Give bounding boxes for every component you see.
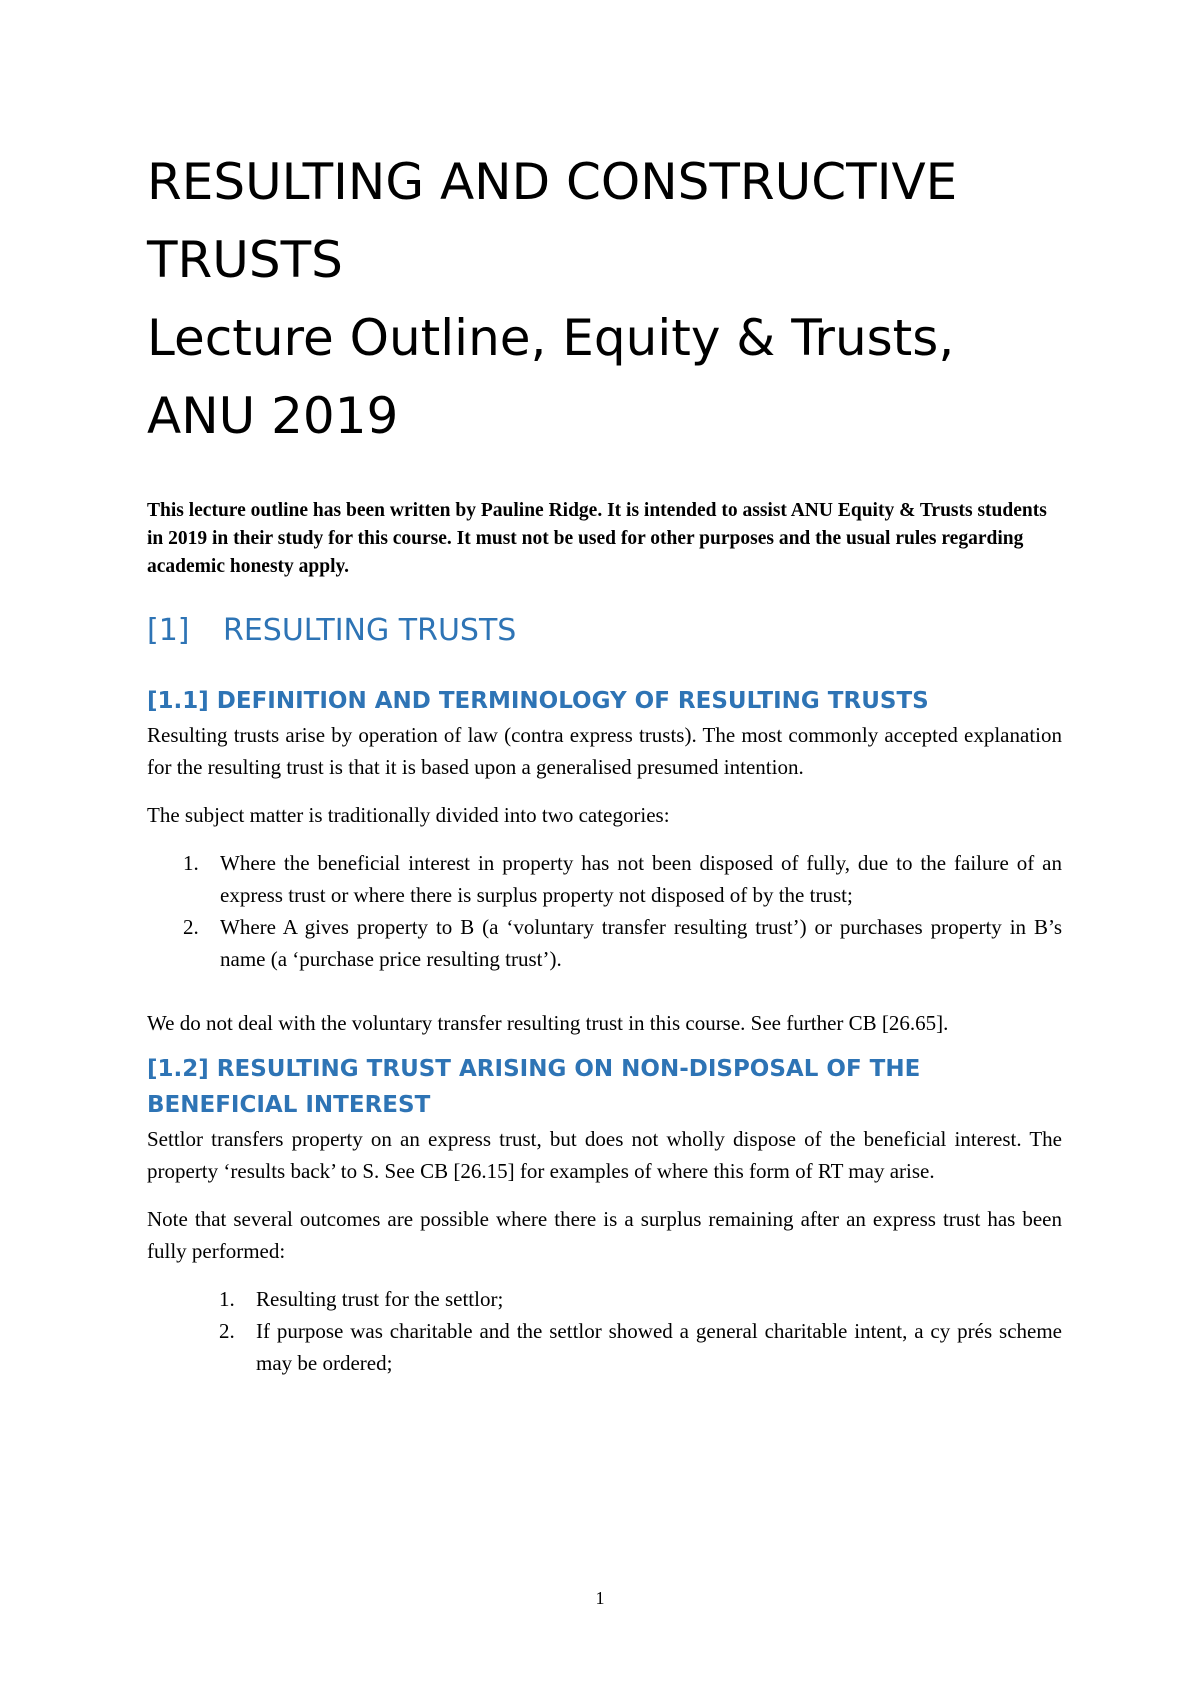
- spacer: [147, 975, 1062, 1007]
- list-item: [147, 847, 1062, 911]
- numbered-list: [147, 847, 1062, 975]
- list-item-text: Resulting trust for the settlor;: [256, 1287, 504, 1311]
- title-line-2: Lecture Outline, Equity & Trusts, ANU 2019: [147, 309, 955, 445]
- section-heading-resulting-trusts: [147, 611, 1062, 651]
- intro-statement: This lecture outline has been written by Pauline Ridge. It is intended to assist ANU Equity & Trusts students in 2019 in their study for this course. It must not be used for other purposes and the usual rules regarding academic honesty apply.: [147, 500, 1047, 577]
- list-marker: 1.: [219, 1287, 235, 1311]
- list-item-text: Where A gives property to B (a ‘voluntary transfer resulting trust’) or purchases property in B’s name (a ‘purchase price resulting trust’).: [220, 915, 1062, 971]
- paragraph: Note that several outcomes are possible where there is a surplus remaining after an express trust has been fully performed:: [147, 1207, 1062, 1263]
- list-item-text: If purpose was charitable and the settlor showed a general charitable intent, a cy prés scheme may be ordered;: [256, 1319, 1062, 1375]
- section-number: [1]: [147, 613, 190, 648]
- paragraph: The subject matter is traditionally divided into two categories:: [147, 803, 670, 827]
- numbered-list: [147, 1283, 1062, 1379]
- page-number: 1: [595, 1588, 605, 1608]
- title-line-1: RESULTING AND CONSTRUCTIVE TRUSTS: [147, 153, 958, 289]
- page-content: [147, 143, 1062, 1379]
- list-marker: 2.: [183, 915, 199, 939]
- paragraph: Resulting trusts arise by operation of law (contra express trusts). The most commonly accepted explanation for the resulting trust is that it is based upon a generalised presumed intention.: [147, 723, 1062, 779]
- section-title: RESULTING TRUSTS: [223, 613, 517, 648]
- subsection-heading-non-disposal: [1.2] RESULTING TRUST ARISING ON NON-DISPOSAL OF THE BENEFICIAL INTEREST: [147, 1056, 921, 1118]
- list-item: [147, 1283, 1062, 1315]
- list-item-text: Where the beneficial interest in property has not been disposed of fully, due to the failure of an express trust or where there is surplus property not disposed of by the trust;: [220, 851, 1062, 907]
- list-marker: 1.: [183, 851, 199, 875]
- document-title: [147, 143, 1062, 455]
- list-item: [147, 1315, 1062, 1379]
- paragraph: Settlor transfers property on an express trust, but does not wholly dispose of the beneficial interest. The property ‘results back’ to S. See CB [26.15] for examples of where this form of RT may arise.: [147, 1127, 1062, 1183]
- subsection-heading-definition: [1.1] DEFINITION AND TERMINOLOGY OF RESULTING TRUSTS: [147, 688, 929, 714]
- paragraph: We do not deal with the voluntary transfer resulting trust in this course. See further CB [26.65].: [147, 1011, 949, 1035]
- list-marker: 2.: [219, 1319, 235, 1343]
- list-item: [147, 911, 1062, 975]
